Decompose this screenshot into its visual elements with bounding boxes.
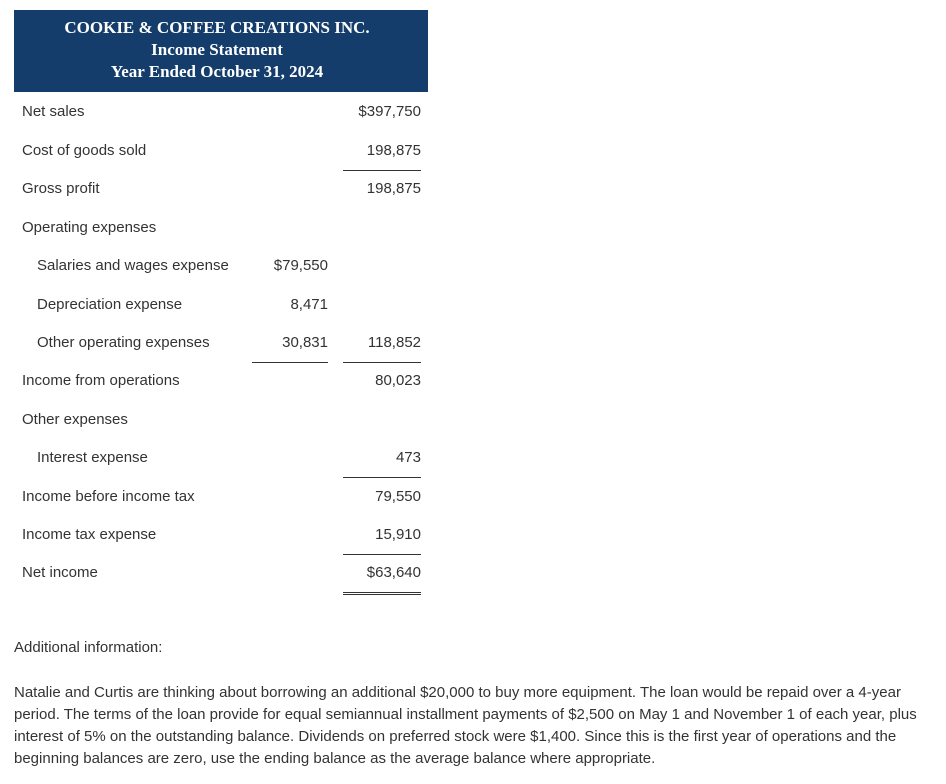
row-amount: $79,550 [273, 257, 328, 275]
statement-title: Income Statement [151, 40, 283, 59]
additional-information-heading: Additional information: [14, 639, 163, 656]
row-net-sales [14, 92, 428, 132]
row-income-tax-expense [14, 516, 428, 554]
row-label: Income before income tax [22, 487, 195, 505]
row-label: Income tax expense [22, 525, 157, 543]
row-label: Other expenses [22, 410, 128, 428]
row-label: Interest expense [37, 449, 148, 467]
company-name: COOKIE & COFFEE CREATIONS INC. [64, 18, 370, 37]
row-label: Net sales [22, 103, 85, 120]
row-amount: 30,831 [252, 324, 328, 363]
statement-rows [14, 92, 428, 593]
row-total: $397,750 [358, 103, 421, 120]
row-cost-of-goods-sold [14, 132, 428, 170]
row-total: $63,640 [343, 554, 421, 595]
problem-description: Natalie and Curtis are thinking about borrowing an additional $20,000 to buy more equipment. The loan would be repaid over a 4-year period. The terms of the loan provide for equal semiannual installment payments of $2,500 on May 1 and November 1 of each year, plus interest of 5% on the outstanding balance. Dividends on preferred stock were $1,400. Since this is the first year of operations and the beginning balances are zero, use the ending balance as the average balance where appropriate. [14, 684, 917, 767]
row-total: 118,852 [343, 324, 421, 363]
row-total: 79,550 [375, 487, 421, 505]
row-label: Depreciation expense [37, 295, 183, 313]
row-amount: 8,471 [290, 295, 328, 313]
row-operating-expenses [14, 209, 428, 247]
row-gross-profit [14, 170, 428, 208]
row-label: Income from operations [22, 372, 180, 390]
row-label: Salaries and wages expense [37, 257, 229, 275]
statement-period: Year Ended October 31, 2024 [110, 62, 324, 81]
row-total: 198,875 [366, 180, 421, 198]
row-label: Cost of goods sold [22, 142, 147, 159]
row-income-from-operations [14, 362, 428, 400]
row-other-expenses [14, 401, 428, 439]
income-statement [14, 10, 428, 593]
row-label: Net income [22, 564, 98, 582]
row-net-income [14, 554, 428, 592]
row-label: Gross profit [22, 180, 100, 198]
row-label: Operating expenses [22, 218, 157, 236]
row-interest-expense [14, 439, 428, 477]
row-label: Other operating expenses [37, 333, 210, 351]
row-income-before-tax [14, 478, 428, 516]
row-total: 198,875 [343, 132, 421, 171]
row-total: 15,910 [343, 516, 421, 555]
row-total: 473 [343, 439, 421, 478]
row-depreciation [14, 286, 428, 324]
row-total: 80,023 [375, 372, 421, 390]
row-other-operating-expenses [14, 324, 428, 362]
statement-header [14, 10, 428, 92]
row-salaries-and-wages [14, 247, 428, 285]
